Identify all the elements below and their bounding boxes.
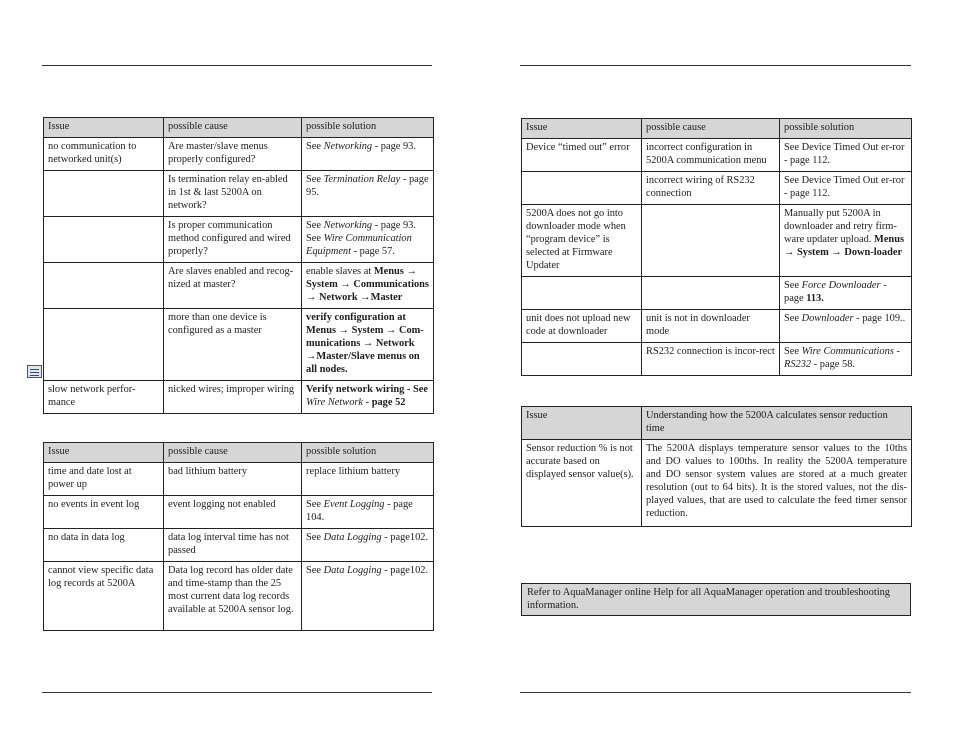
table-row	[522, 205, 912, 277]
note-text: Refer to AquaManager online Help for all AquaManager operation and troubleshooting information.	[522, 584, 911, 616]
cause-cell: data log interval time has not passed	[164, 529, 302, 562]
note-icon	[27, 365, 42, 378]
issue-cell: no data in data log	[44, 529, 164, 562]
solution-cell: See Event Logging - page 104.	[302, 496, 434, 529]
header-issue: Issue	[522, 119, 642, 139]
solution-cell: replace lithium battery	[302, 463, 434, 496]
cause-cell: RS232 connection is incor-rect	[642, 343, 780, 376]
cause-cell: Data log record has older date and time-stamp than the 25 most current data log records available at 5200A sensor log.	[164, 562, 302, 631]
header-cause: possible cause	[642, 119, 780, 139]
table-row	[522, 343, 912, 376]
solution-cell: See Networking - page 93. See Wire Communication Equipment - page 57.	[302, 217, 434, 263]
header-solution: possible solution	[302, 443, 434, 463]
cause-cell: unit is not in downloader mode	[642, 310, 780, 343]
solution-cell: See Force Downloader - page 113.	[780, 277, 912, 310]
issue-cell	[522, 343, 642, 376]
issue-cell	[522, 172, 642, 205]
header-issue: Issue	[44, 443, 164, 463]
issue-cell	[522, 277, 642, 310]
table-header-row	[522, 407, 912, 440]
table-row	[44, 496, 434, 529]
header-issue: Issue	[522, 407, 642, 440]
cause-cell: incorrect wiring of RS232 connection	[642, 172, 780, 205]
network-troubleshooting-table	[43, 117, 434, 414]
table-row	[44, 562, 434, 631]
cause-cell: event logging not enabled	[164, 496, 302, 529]
table-row	[522, 440, 912, 527]
logging-troubleshooting-table	[43, 442, 434, 631]
cause-cell: Is proper communication method configured and wired properly?	[164, 217, 302, 263]
solution-cell: See Downloader - page 109..	[780, 310, 912, 343]
cause-cell: incorrect configuration in 5200A communication menu	[642, 139, 780, 172]
table-row	[44, 529, 434, 562]
table-header-row	[44, 118, 434, 138]
table-row	[44, 463, 434, 496]
note-box	[521, 583, 911, 616]
solution-cell: See Networking - page 93.	[302, 138, 434, 171]
header-cause: possible cause	[164, 118, 302, 138]
issue-cell: cannot view specific data log records at 5200A	[44, 562, 164, 631]
issue-cell: Device “timed out” error	[522, 139, 642, 172]
table-row	[522, 172, 912, 205]
bottom-rule-right	[520, 692, 911, 693]
cause-cell: nicked wires; improper wiring	[164, 381, 302, 414]
table-row	[44, 217, 434, 263]
top-rule-left	[42, 65, 432, 66]
solution-cell: See Wire Communications - RS232 - page 58.	[780, 343, 912, 376]
issue-cell	[44, 309, 164, 381]
table-header-row	[522, 119, 912, 139]
header-issue: Issue	[44, 118, 164, 138]
bottom-rule-left	[42, 692, 432, 693]
cause-cell	[642, 277, 780, 310]
solution-cell: Verify network wiring - See Wire Network - page 52	[302, 381, 434, 414]
top-rule-right	[520, 65, 911, 66]
solution-cell: verify configuration at Menus → System → Com-munications → Network →Master/Slave menus on all nodes.	[302, 309, 434, 381]
solution-cell: enable slaves at Menus → System → Communications → Network →Master	[302, 263, 434, 309]
issue-cell: Sensor reduction % is not accurate based on displayed sensor value(s).	[522, 440, 642, 527]
table-row	[44, 263, 434, 309]
cause-cell: Are slaves enabled and recog-nized at master?	[164, 263, 302, 309]
table-row	[44, 381, 434, 414]
solution-cell: See Device Timed Out er-ror - page 112.	[780, 172, 912, 205]
table-row	[44, 171, 434, 217]
header-cause: possible cause	[164, 443, 302, 463]
table-row	[522, 277, 912, 310]
cause-cell: Are master/slave menus properly configured?	[164, 138, 302, 171]
solution-cell: See Data Logging - page102.	[302, 529, 434, 562]
table-row	[522, 310, 912, 343]
issue-cell: no communication to networked unit(s)	[44, 138, 164, 171]
solution-cell: See Termination Relay - page 95.	[302, 171, 434, 217]
solution-cell: See Data Logging - page102.	[302, 562, 434, 631]
firmware-troubleshooting-table	[521, 118, 912, 376]
header-solution: possible solution	[302, 118, 434, 138]
header-understanding: Understanding how the 5200A calculates sensor reduction time	[642, 407, 912, 440]
issue-cell	[44, 263, 164, 309]
issue-cell: unit does not upload new code at downloader	[522, 310, 642, 343]
header-solution: possible solution	[780, 119, 912, 139]
table-row	[522, 139, 912, 172]
cause-cell: more than one device is configured as a master	[164, 309, 302, 381]
issue-cell	[44, 171, 164, 217]
issue-cell: time and date lost at power up	[44, 463, 164, 496]
table-header-row	[44, 443, 434, 463]
cause-cell: bad lithium battery	[164, 463, 302, 496]
sensor-reduction-table	[521, 406, 912, 527]
table-row	[44, 309, 434, 381]
solution-cell: Manually put 5200A in downloader and retry firm-ware updater upload. Menus → System → Down-loader	[780, 205, 912, 277]
cause-cell	[642, 205, 780, 277]
issue-cell: no events in event log	[44, 496, 164, 529]
issue-cell	[44, 217, 164, 263]
explanation-cell: The 5200A displays temperature sensor values to the 10ths and DO values to 100ths. In reality the 5200A temperature and DO sensor system values are stored at a much greater resolution (out to 64 bits). It is the stored values, not the dis-played values, that are used to calculate the feed timer sensor reduction.	[642, 440, 912, 527]
cause-cell: Is termination relay en-abled in 1st & last 5200A on network?	[164, 171, 302, 217]
issue-cell: slow network perfor-mance	[44, 381, 164, 414]
solution-cell: See Device Timed Out er-ror - page 112.	[780, 139, 912, 172]
table-row	[44, 138, 434, 171]
issue-cell: 5200A does not go into downloader mode when “program device” is selected at Firmware Updater	[522, 205, 642, 277]
